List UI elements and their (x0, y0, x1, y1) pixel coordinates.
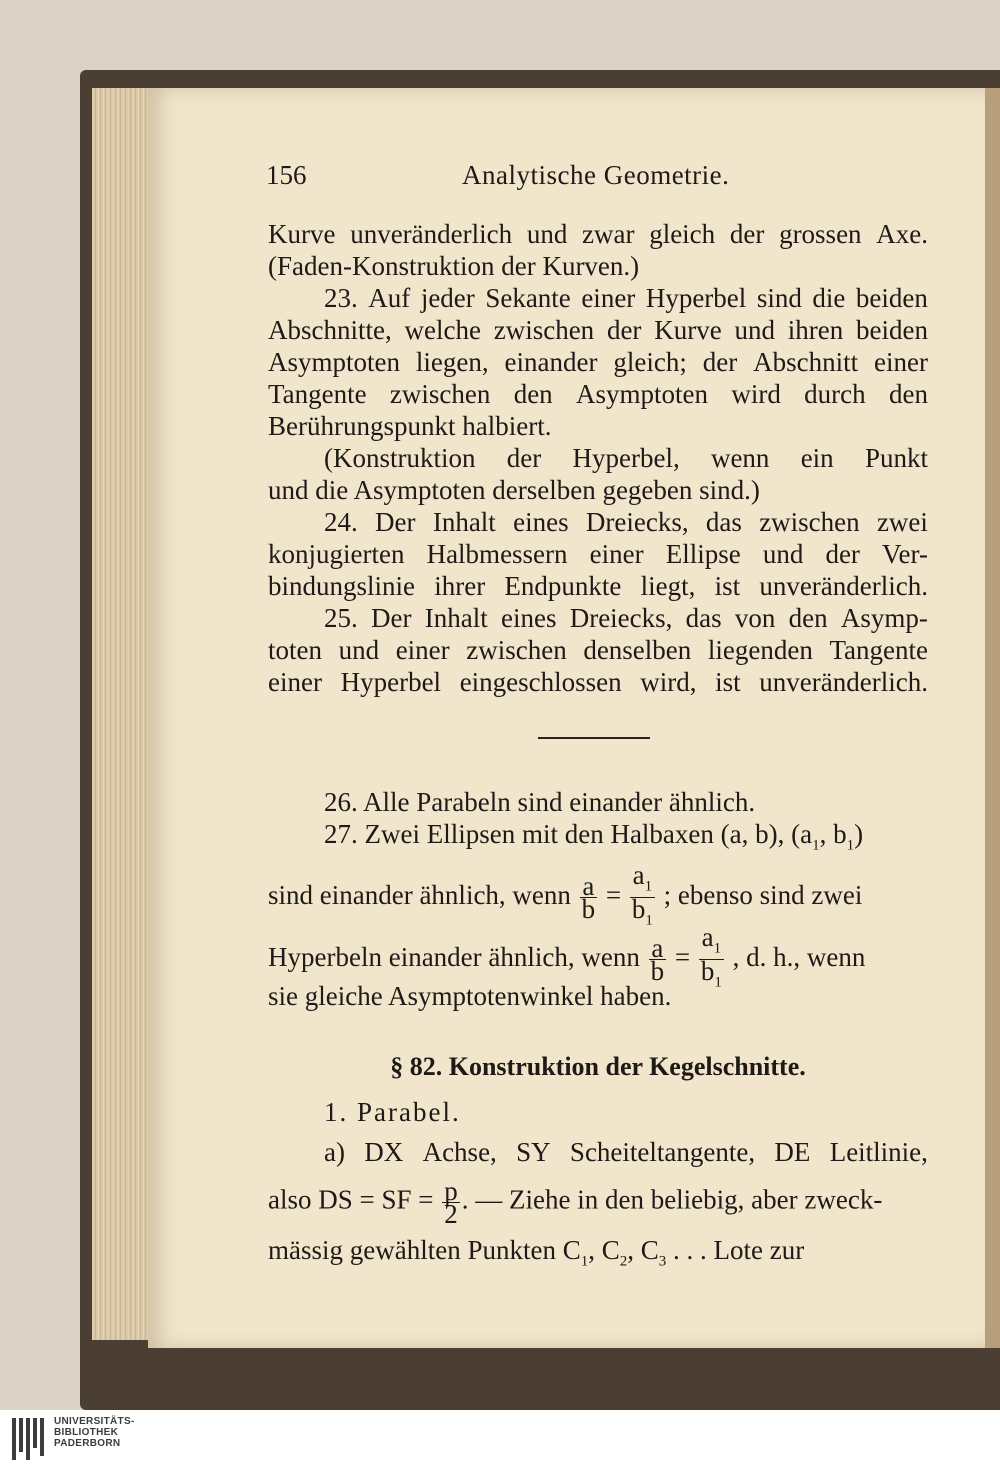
word: denselben (583, 635, 692, 665)
word: ist (715, 667, 741, 697)
word: Achse, (422, 1137, 497, 1167)
word: Tangente (829, 635, 928, 665)
text-line-24 (268, 1234, 928, 1277)
word: der (729, 219, 765, 249)
line-19-tail: , d. h., wenn (732, 942, 866, 973)
word: den (788, 603, 828, 633)
word: 23. (324, 283, 358, 313)
word: liegenden (707, 635, 813, 665)
text-line-10 (268, 506, 928, 538)
line-24-part-c: , C (627, 1235, 659, 1265)
word: Inhalt (424, 603, 488, 633)
word: zwischen (466, 635, 567, 665)
fraction-a-over-b (580, 871, 598, 925)
text-line-13 (268, 602, 928, 634)
word: Der (371, 603, 412, 633)
word: eines (513, 507, 569, 537)
word: von (734, 603, 776, 633)
word: unveränderlich. (759, 667, 928, 697)
word: Dreiecks, (585, 507, 689, 537)
word: zwischen (493, 315, 595, 345)
word: zwischen (389, 379, 491, 409)
word: a) (324, 1137, 345, 1167)
word: Sekante (485, 283, 571, 313)
word: Scheiteltangente, (569, 1137, 756, 1167)
word: einer (589, 539, 644, 569)
word: der (702, 347, 738, 377)
word: liegen, (415, 347, 489, 377)
word: beiden (855, 283, 928, 313)
word: der (825, 539, 860, 569)
fraction-p-over-2 (442, 1176, 460, 1229)
word: wenn (710, 443, 770, 473)
word: einander (504, 347, 598, 377)
fraction-denominator: b (581, 894, 596, 925)
word: einer (874, 347, 928, 377)
word: SY (516, 1137, 551, 1167)
word: grossen (779, 219, 862, 249)
text-line-3 (268, 282, 928, 314)
word: einer (268, 667, 322, 697)
word: gleich; (613, 347, 687, 377)
text-line-20: sie gleiche Asymptotenwinkel haben. (268, 981, 672, 1011)
text-line-16: 26. Alle Parabeln sind einander ähnlich. (324, 787, 756, 817)
separator-rule (538, 737, 650, 739)
word: Hyperbel (340, 667, 442, 697)
line-19-text: Hyperbeln einander ähnlich, wenn (268, 942, 640, 973)
word: Der (375, 507, 416, 537)
page-edges (92, 88, 151, 1340)
library-logo-icon (12, 1418, 46, 1460)
word: unveränderlich. (759, 571, 928, 601)
page-number: 156 (266, 160, 307, 190)
text-line-15 (268, 666, 928, 698)
word: gleich (649, 219, 716, 249)
word: sind (756, 283, 802, 313)
fraction-numerator (699, 922, 724, 960)
text-line-18 (268, 860, 928, 932)
line-18-text: sind einander ähnlich, wenn (268, 880, 571, 911)
line-23-tail: . — Ziehe in den beliebig, aber zweck- (461, 1184, 883, 1215)
line-24-sub-2: 2 (619, 1253, 628, 1270)
word: DX (364, 1137, 404, 1167)
equals-sign: = (605, 880, 622, 911)
page-right-edge (985, 88, 1000, 1348)
fraction-a1-over-b1 (630, 860, 655, 932)
text-line-6 (268, 378, 928, 410)
word: Asymptoten (576, 379, 708, 409)
word: DE (774, 1137, 811, 1167)
word: und (526, 219, 568, 249)
word: wird, (640, 667, 697, 697)
word: ein (800, 443, 834, 473)
word: Ellipse (665, 539, 741, 569)
line-17-mid: , b (819, 819, 847, 849)
word: die (812, 283, 846, 313)
word: durch (804, 379, 866, 409)
fraction-numerator: a (580, 875, 598, 898)
denominator-sub: 1 (714, 974, 722, 991)
word: konjugierten (268, 539, 405, 569)
text-line-21: 1. Parabel. (324, 1097, 461, 1127)
word: Ver- (882, 539, 928, 569)
word: 24. (324, 507, 358, 537)
word: ist (714, 571, 741, 601)
line-24-sub-3: 3 (658, 1253, 667, 1270)
word: Tangente (268, 379, 367, 409)
fraction-a-over-b (649, 933, 667, 987)
line-17-text: 27. Zwei Ellipsen mit den Halbaxen (a, b), (a (324, 819, 813, 849)
denominator-letter: b (700, 956, 715, 987)
word: Endpunkte (504, 571, 622, 601)
text-line-11 (268, 538, 928, 570)
text-line-5 (268, 346, 928, 378)
text-line-7: Berührungspunkt halbiert. (268, 411, 552, 441)
line-17-sub-2: 1 (846, 837, 855, 854)
word: Asymptoten (268, 347, 400, 377)
word: Abschnitte, (268, 315, 392, 345)
text-line-4 (268, 314, 928, 346)
fraction-numerator: p (444, 1176, 458, 1206)
word: unveränderlich (350, 219, 513, 249)
word: toten (268, 635, 322, 665)
word: Halbmessern (426, 539, 568, 569)
line-17-sub-1: 1 (812, 837, 820, 854)
numerator-letter: a (632, 860, 645, 890)
text-line-8 (268, 442, 928, 474)
word: Kurve (268, 219, 336, 249)
numerator-letter: a (701, 922, 714, 952)
logo-line-3: PADERBORN (54, 1438, 121, 1449)
word: der (506, 443, 542, 473)
text-line-2: (Faden-Konstruktion der Kurven.) (268, 251, 640, 281)
word: liegt, (640, 571, 696, 601)
equals-sign: = (674, 942, 691, 973)
word: zwischen (759, 507, 860, 537)
word: und (734, 315, 775, 345)
line-17-end: ) (854, 819, 864, 849)
fraction-numerator: a (649, 937, 667, 960)
word: zwei (876, 507, 928, 537)
word: eines (500, 603, 557, 633)
line-23-text: also DS = SF = (268, 1184, 434, 1215)
denominator-letter: b (631, 894, 646, 925)
word: eingeschlossen (459, 667, 622, 697)
library-logo-text (54, 1416, 135, 1449)
word: Abschnitt (753, 347, 859, 377)
word: das (705, 507, 742, 537)
fraction-denominator: b (650, 956, 665, 987)
word: welche (404, 315, 481, 345)
word: ihrer (434, 571, 486, 601)
fraction-denominator: 2 (444, 1199, 458, 1229)
word: 25. (324, 603, 358, 633)
word: wird (731, 379, 781, 409)
text-line-17 (268, 818, 928, 861)
denominator-sub: 1 (645, 912, 653, 929)
word: Dreiecks, (569, 603, 673, 633)
word: einer (395, 635, 450, 665)
word: Leitlinie, (829, 1137, 928, 1167)
word: jeder (420, 283, 475, 313)
running-head: Analytische Geometrie. (462, 160, 730, 190)
library-footer (0, 1410, 1000, 1470)
line-24-part-b: , C (588, 1235, 620, 1265)
text-line-9: und die Asymptoten derselben gegeben sind.) (268, 475, 760, 505)
fraction-numerator (630, 860, 655, 898)
word: der (606, 315, 642, 345)
word: Punkt (864, 443, 928, 473)
text-line-22 (268, 1136, 928, 1168)
numerator-sub: 1 (644, 878, 653, 895)
logo-line-1: UNIVERSITÄTS- (54, 1416, 135, 1427)
word: (Konstruktion (324, 443, 476, 473)
word: beiden (855, 315, 928, 345)
text-line-14 (268, 634, 928, 666)
word: ihren (787, 315, 844, 345)
line-24-tail: . . . Lote zur (666, 1235, 805, 1265)
line-18-tail: ; ebenso sind zwei (663, 880, 863, 911)
word: das (685, 603, 722, 633)
word: bindungslinie (268, 571, 415, 601)
logo-line-2: BIBLIOTHEK (54, 1427, 119, 1438)
section-title: § 82. Konstruktion der Kegelschnitte. (390, 1052, 806, 1081)
word: Kurve (654, 315, 722, 345)
word: Auf (368, 283, 411, 313)
word: zwar (582, 219, 635, 249)
text-line-23 (268, 1176, 928, 1229)
word: Hyperbel (645, 283, 747, 313)
word: und (762, 539, 804, 569)
line-24-sub-1: 1 (580, 1253, 589, 1270)
line-24-text: mässig gewählten Punkten C (268, 1235, 581, 1265)
numerator-sub: 1 (713, 940, 722, 957)
word: Inhalt (432, 507, 496, 537)
word: den (888, 379, 928, 409)
word: Asymp- (840, 603, 928, 633)
word: den (513, 379, 553, 409)
word: Hyperbel, (572, 443, 680, 473)
word: Axe. (876, 219, 928, 249)
word: und (338, 635, 380, 665)
word: einer (581, 283, 636, 313)
text-line-1 (268, 218, 928, 250)
text-line-12 (268, 570, 928, 602)
